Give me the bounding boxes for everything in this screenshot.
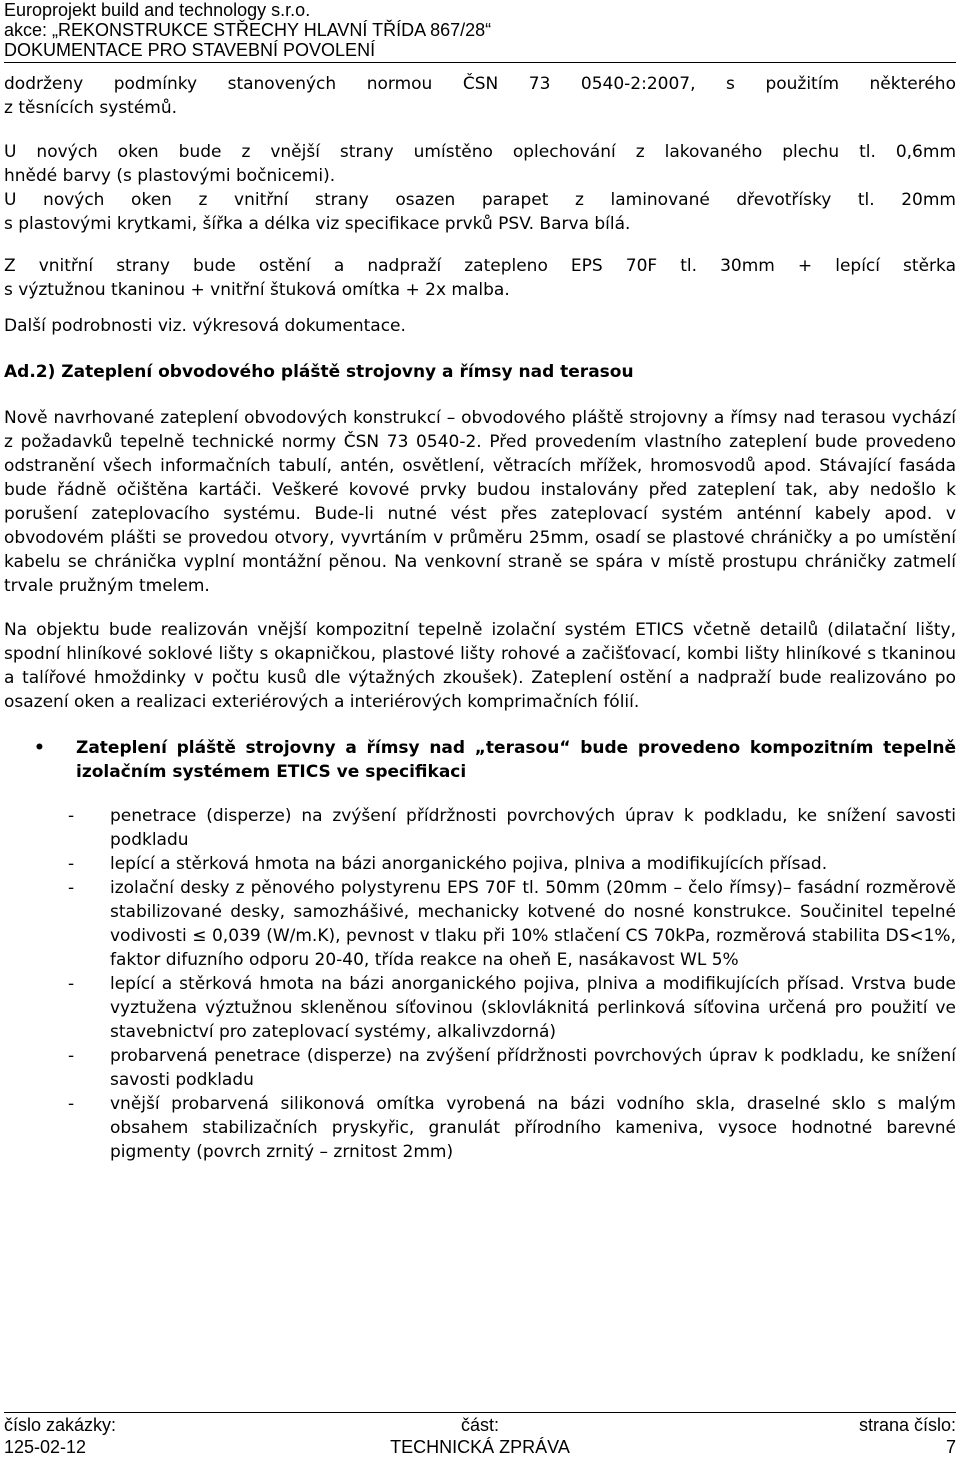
paragraph-line: z těsnících systémů. (4, 98, 178, 118)
paragraph-line: s plastovými krytkami, šířka a délka viz specifikace prvků PSV. Barva bílá. (4, 214, 631, 234)
dash-marker: - (68, 806, 75, 826)
list-item (4, 876, 956, 972)
page-header (4, 0, 956, 60)
list-item (4, 1092, 956, 1164)
paragraph-line: U nových oken z vnitřní strany osazen parapet z laminované dřevotřísky tl. 20mm (4, 190, 956, 210)
bullet-item (4, 736, 956, 784)
dash-marker: - (68, 974, 75, 994)
bullet-text: Zateplení pláště strojovny a římsy nad „terasou“ bude provedeno kompozitním tepelně izolačním systémem ETICS ve specifikaci (76, 738, 956, 782)
project-name: akce: „REKONSTRUKCE STŘECHY HLAVNÍ TŘÍDA 867/28“ (4, 20, 492, 40)
page-number-label: strana číslo: (858, 1415, 956, 1435)
company-name: Europrojekt build and technology s.r.o. (4, 0, 311, 20)
order-number: 125-02-12 (4, 1437, 87, 1457)
paragraph: Na objektu bude realizován vnější kompozitní tepelně izolační systém ETICS včetně detailů (dilatační lišty, spodní hliníkové soklové lišty s okapničkou, plastové lišty rohové a začišťovací, kombi lišty hliníkové s tkaninou a talířové hmoždinky v počtu kusů dle výtažných zkoušek). Zateplení ostění a nadpraží bude realizováno po osazení oken a realizaci exteriérových a interiérových komprimačních fólií. (4, 620, 956, 712)
list-item-text: vnější probarvená silikonová omítka vyrobená na bázi vodního skla, draselné sklo s malým obsahem stabilizačních pryskyřic, granulát přírodního kameniva, vysoce hodnotné barevné pigmenty (povrch zrnitý – zrnitost 2mm) (110, 1094, 956, 1162)
specification-list (4, 804, 956, 1164)
paragraph-line: hnědé barvy (s plastovými bočnicemi). (4, 166, 336, 186)
section-heading: Ad.2) Zateplení obvodového pláště strojovny a římsy nad terasou (4, 362, 634, 382)
page-footer (4, 1414, 956, 1458)
list-item-text: penetrace (disperze) na zvýšení přídržnosti povrchových úprav k podkladu, ke snížení savosti podkladu (110, 806, 956, 850)
list-item (4, 1044, 956, 1092)
dash-marker: - (68, 854, 75, 874)
dash-marker: - (68, 1046, 75, 1066)
order-number-label: číslo zakázky: (4, 1415, 117, 1435)
list-item-text: izolační desky z pěnového polystyrenu EPS 70F tl. 50mm (20mm – čelo římsy)– fasádní rozměrově stabilizované desky, samozhášivé, mechanicky kotvené do nosné konstrukce. Součinitel tepelné vodivosti ≤ 0,039 (W/m.K), pevnost v tlaku při 10% stlačení CS 70kPa, rozměrová stabilita DS<1%, faktor difuzního odporu 20-40, třída reakce na oheň E, nasákavost WL 5% (110, 878, 956, 970)
paragraph-line: Z vnitřní strany bude ostění a nadpraží zatepleno EPS 70F tl. 30mm + lepící stěrka (4, 256, 956, 276)
paragraph-line: s výztužnou tkaninou + vnitřní štuková omítka + 2x malba. (4, 280, 510, 300)
document-type: DOKUMENTACE PRO STAVEBNÍ POVOLENÍ (4, 40, 376, 60)
paragraph: Nově navrhované zateplení obvodových konstrukcí – obvodového pláště strojovny a římsy nad terasou vychází z požadavků tepelně technické normy ČSN 73 0540-2. Před provedením vlastního zateplení bude provedeno odstranění všech informačních tabulí, antén, osvětlení, větracích mřížek, hromosvodů apod. Stávající fasáda bude řádně očištěna kartáči. Veškeré kovové prvky budou instalovány před zateplení tak, aby nedošlo k porušení zateplovacího systému. Bude-li nutné vést přes zateplovací systém anténní kabely apod. v obvodovém plášti se provedou otvory, vyvrtáním v průměru 25mm, osadí se plastové chráničky a po umístění kabelu se chránička vyplní montážní pěnou. Na venkovní straně se spára v místě prostupu chráničky zatmelí trvale pružným tmelem. (4, 408, 956, 596)
page-number: 7 (945, 1437, 956, 1457)
list-item (4, 804, 956, 852)
paragraph: Další podrobnosti viz. výkresová dokumentace. (4, 316, 406, 336)
document-body (4, 72, 956, 1164)
paragraph-line: dodrženy podmínky stanovených normou ČSN 73 0540-2:2007, s použitím některého (4, 74, 956, 94)
bullet-marker: • (34, 738, 45, 758)
list-item-text: probarvená penetrace (disperze) na zvýšení přídržnosti povrchových úprav k podkladu, ke snížení savosti podkladu (110, 1046, 956, 1090)
dash-marker: - (68, 1094, 75, 1114)
footer-rule (4, 1412, 956, 1413)
list-item-text: lepící a stěrková hmota na bázi anorganického pojiva, plniva a modifikujících přísad. Vrstva bude vyztužena výztužnou skleněnou síťovinou (sklovláknitá perlinková síťovina určená pro použití ve stavebnictví pro zateplovací systémy, alkalivzdorná) (110, 974, 956, 1042)
dash-marker: - (68, 878, 75, 898)
list-item (4, 852, 956, 876)
list-item-text: lepící a stěrková hmota na bázi anorganického pojiva, plniva a modifikujících přísad. (110, 854, 828, 874)
list-item (4, 972, 956, 1044)
header-rule (4, 62, 956, 63)
part-label: část: (460, 1415, 499, 1435)
paragraph-line: U nových oken bude z vnější strany umístěno oplechování z lakovaného plechu tl. 0,6mm (4, 142, 956, 162)
part-name: TECHNICKÁ ZPRÁVA (390, 1437, 570, 1457)
